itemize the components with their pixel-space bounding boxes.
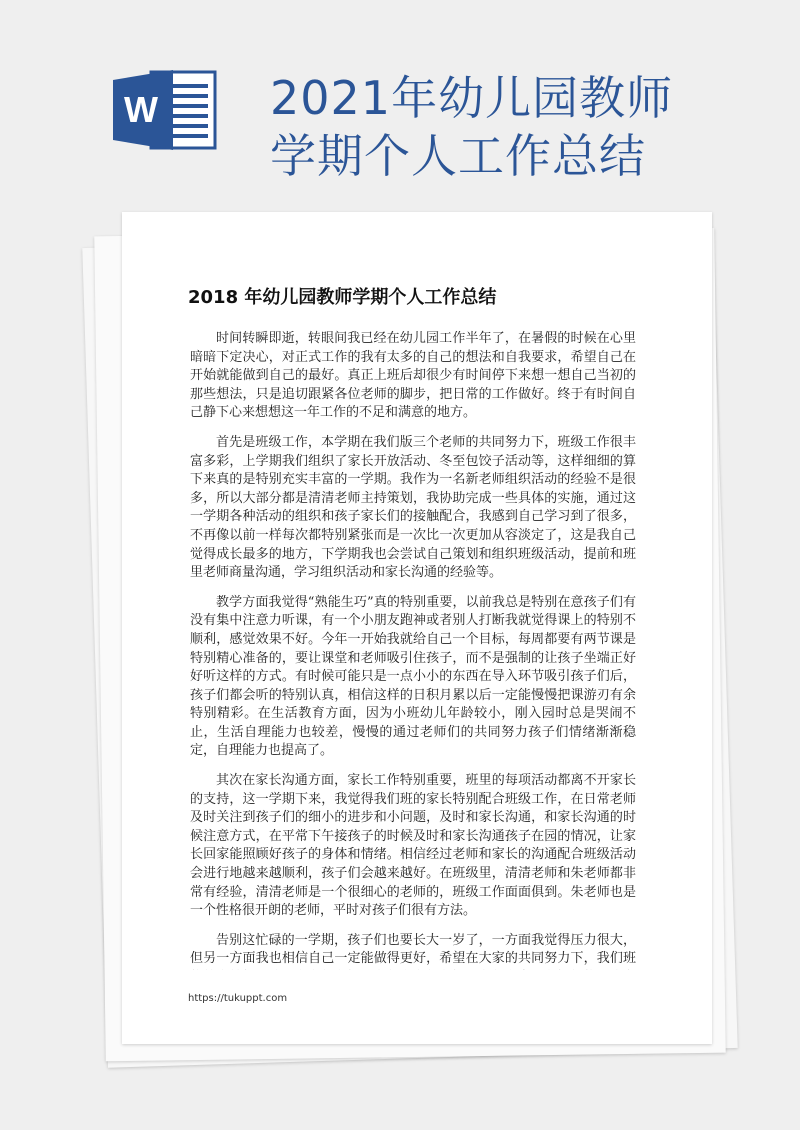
page-title-line-1: 2021年幼儿园教师 bbox=[270, 71, 674, 125]
paragraph-1: 时间转瞬即逝，转眼间我已经在幼儿园工作半年了，在暑假的时候在心里暗暗下定决心，对正式工作的我有太多的自己的想法和自我要求，希望自己在开始就能做到自己的最好。真正上班后却很少有时间停下来想一想自己当初的那些想法，只是追切跟紧各位老师的脚步，把日常的工作做好。终于有时间自己静下心来想想这一年工作的不足和满意的地方。 bbox=[190, 331, 636, 421]
document-body bbox=[190, 330, 636, 970]
paragraph-5: 告别这忙碌的一学期，孩子们也要长大一岁了，一方面我觉得压力很大，但另一方面我也相信自己一定能做得更好，希望在大家的共同努力下，我们班 bbox=[190, 932, 636, 967]
paragraph-4: 其次在家长沟通方面，家长工作特别重要，班里的每项活动都离不开家长的支持，这一学期下来，我觉得我们班的家长特别配合班级工作，在日常老师及时关注到孩子们的细小的进步和小问题，及时和家长沟通，和家长沟通的时候注意方式，在平常下午接孩子的时候及时和家长沟通孩子在园的情况，让家长回家能照顾好孩子的身体和情绪。相信经过老师和家长的沟通配合班级活动会进行地越来越顺利，孩子们会越来越好。在班级里，清清老师和朱老师都非常有经验，清清老师是一个很细心的老师的，班级工作面面俱到。朱老师也是一个性格很开朗的老师，平时对孩子们很有方法。 bbox=[190, 773, 636, 919]
svg-text:W: W bbox=[124, 89, 158, 130]
document-title: 2018 年幼儿园教师学期个人工作总结 bbox=[188, 287, 497, 308]
paragraph-2: 首先是班级工作，本学期在我们版三个老师的共同努力下，班级工作很丰富多彩，上学期我们组织了家长开放活动、冬至包饺子活动等，这样细细的算下来真的是特别充实丰富的一学期。我作为一名新老师组织活动的经验不是很多，所以大部分都是清清老师主持策划，我协助完成一些具体的实施，通过这一学期各种活动的组织和孩子家长们的接触配合，我感到自己学习到了很多，不再像以前一样每次都特别紧张而是一次比一次更加从容淡定了，这是我自己觉得成长最多的地方，下学期我也会尝试自己策划和组织班级活动，提前和班里老师商量沟通，学习组织活动和家长沟通的经验等。 bbox=[190, 434, 636, 581]
document-body-area bbox=[190, 330, 640, 970]
paragraph-3: 教学方面我觉得“熟能生巧”真的特别重要，以前我总是特别在意孩子们有没有集中注意力听课，有一个小朋友跑神或者别人打断我就觉得课上的特别不顺利，感觉效果不好。今年一开始我就给自己一个目标，每周都要有两节课是特别精心准备的，要让课堂和老师吸引住孩子，而不是强制的让孩子坐端正好好听这样的方式。有时候可能只是一点小小的东西在导入环节吸引孩子们后，孩子们都会听的特别认真，相信这样的日积月累以后一定能慢慢把课游刃有余特别精彩。在生活教育方面，因为小班幼儿年龄较小，刚入园时总是哭闹不止，生活自理能力也较差，慢慢的通过老师们的共同努力孩子们情绪渐渐稳定，自理能力也提高了。 bbox=[190, 594, 636, 759]
word-icon bbox=[113, 70, 217, 150]
header bbox=[0, 0, 800, 200]
footer-url: https://tukuppt.com bbox=[188, 993, 288, 1004]
page-title-line-2: 学期个人工作总结 bbox=[270, 129, 646, 183]
